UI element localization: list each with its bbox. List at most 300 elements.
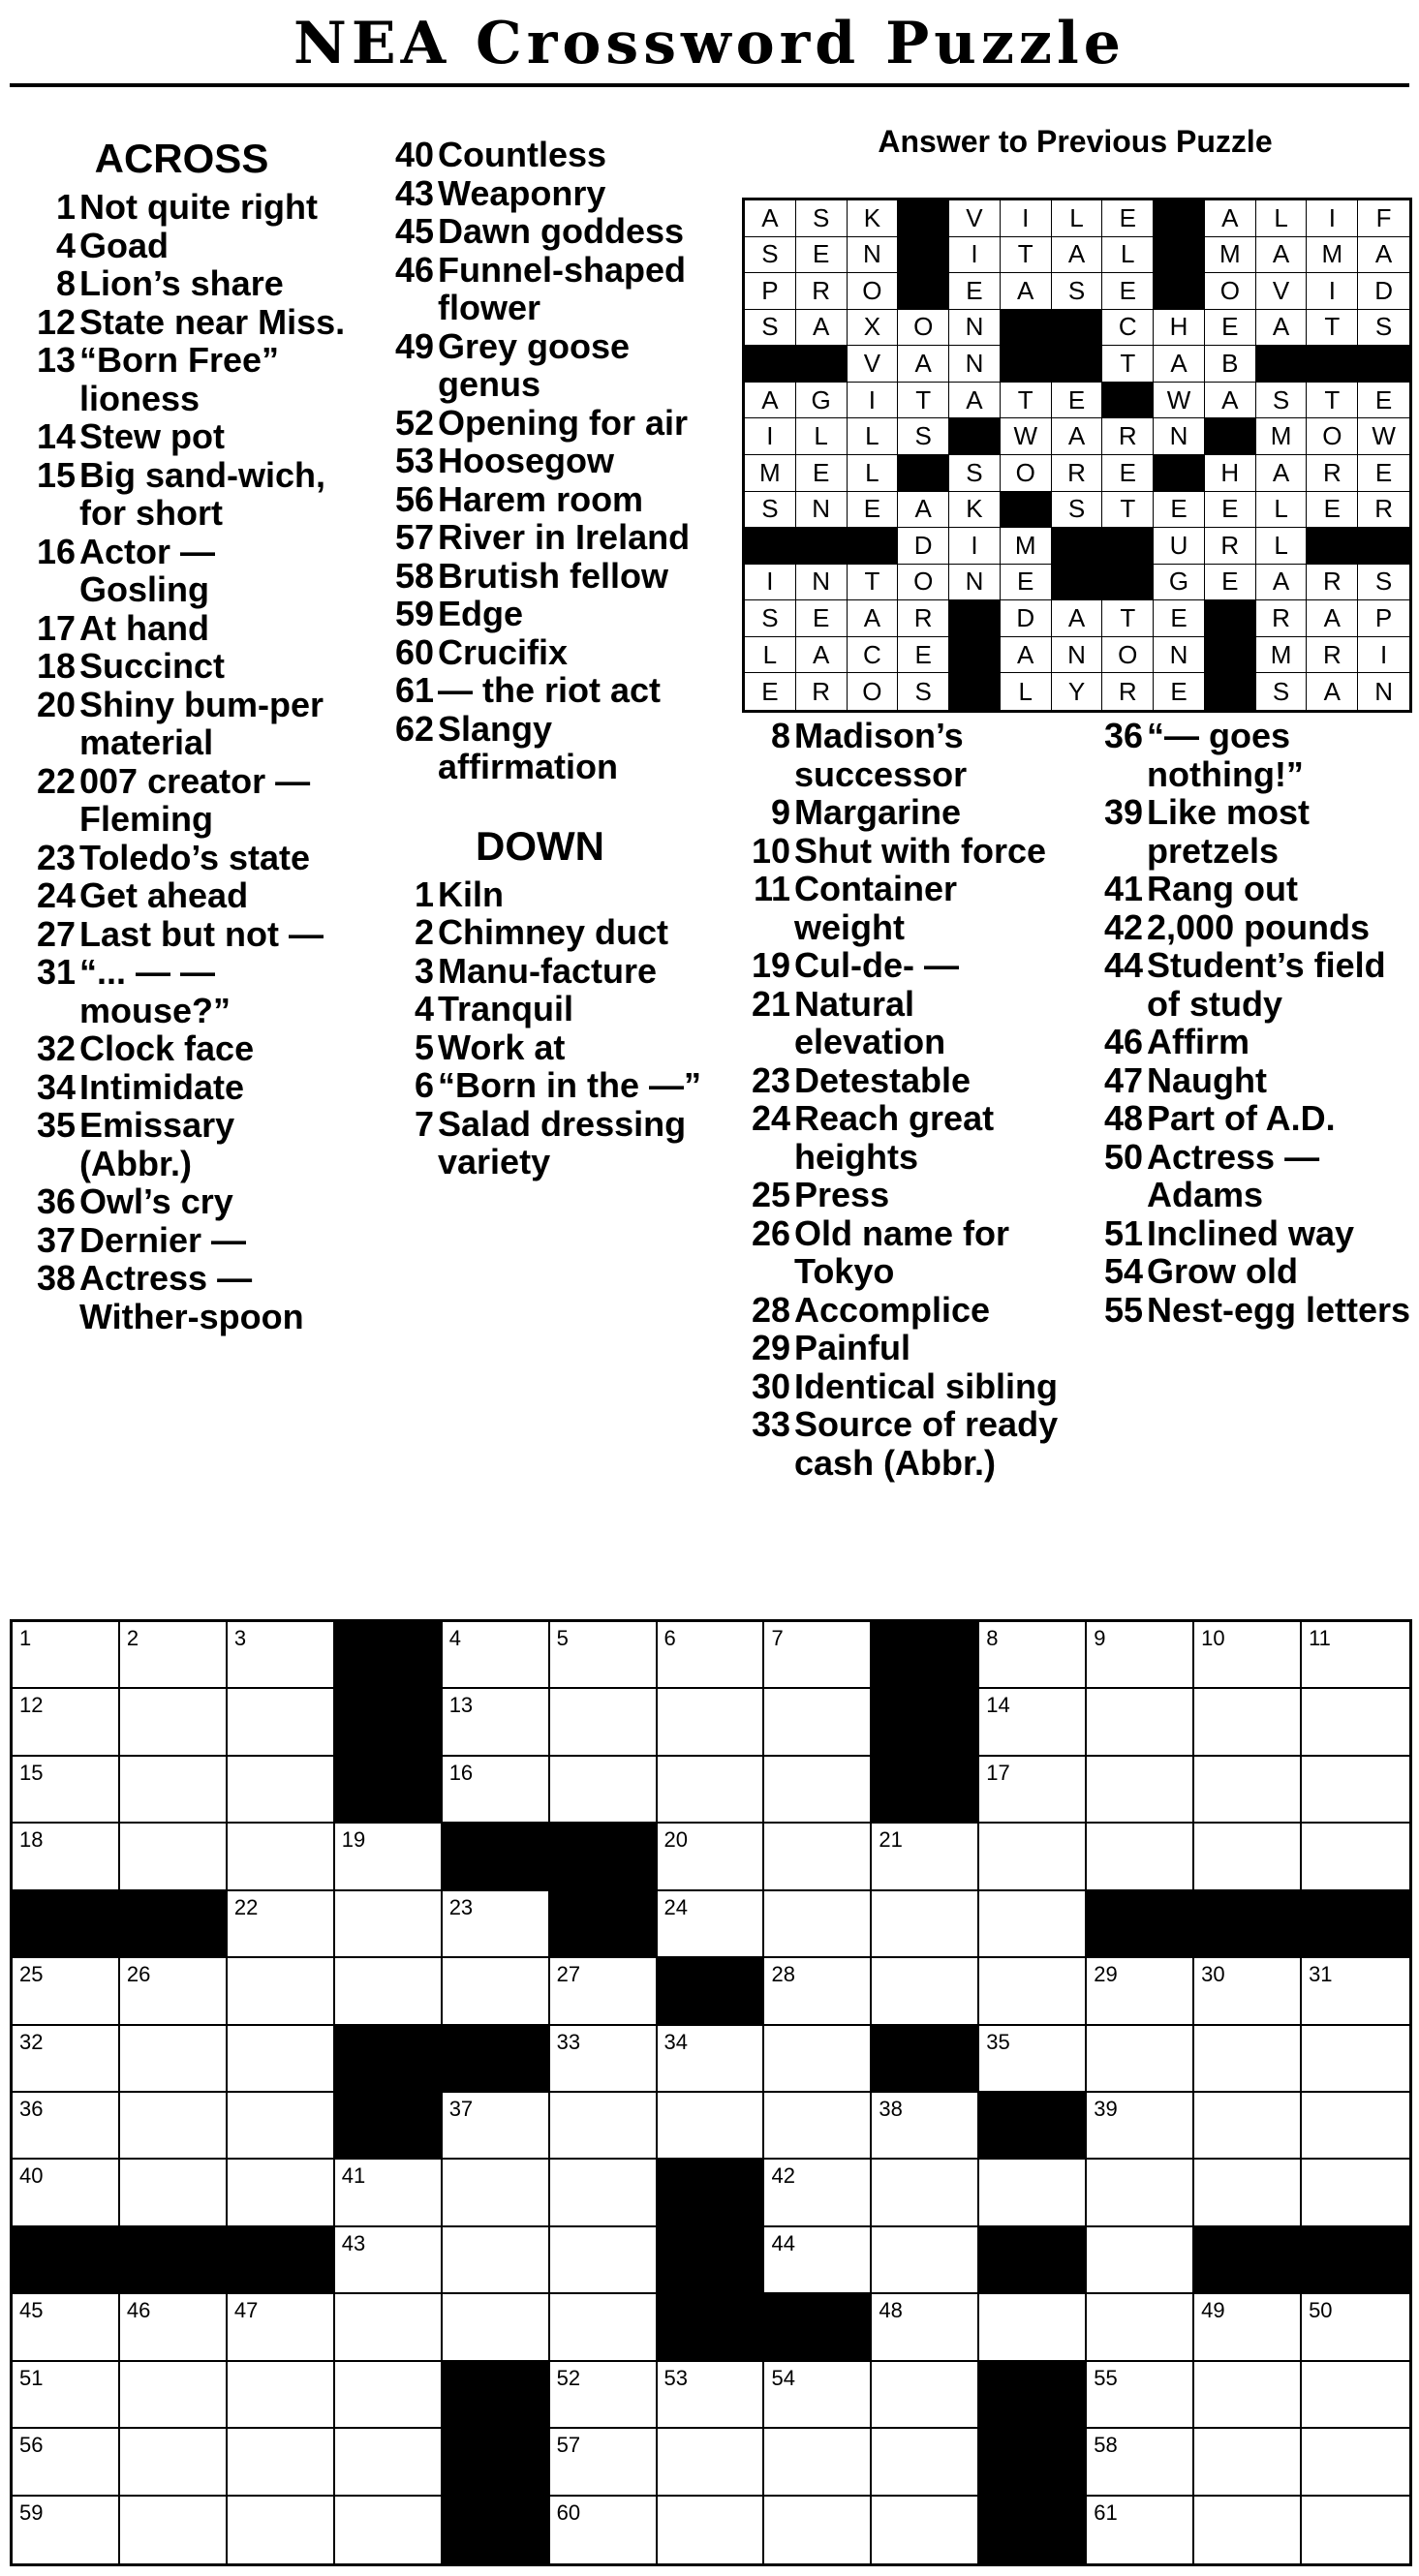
clue-item bbox=[1077, 717, 1411, 793]
clue-number: 14 bbox=[36, 416, 76, 456]
grid-cell[interactable] bbox=[979, 1891, 1087, 1958]
clue-number: 17 bbox=[36, 607, 76, 648]
answer-cell: V bbox=[949, 200, 1001, 237]
grid-cell[interactable] bbox=[335, 1824, 443, 1890]
grid-cell[interactable] bbox=[120, 1824, 228, 1890]
grid-cell[interactable] bbox=[1087, 1689, 1194, 1756]
answer-black-cell bbox=[1001, 310, 1052, 347]
grid-cell[interactable] bbox=[443, 1757, 550, 1824]
answer-cell: T bbox=[898, 383, 949, 419]
answer-black-cell bbox=[1358, 528, 1409, 565]
clue-text: Salad dressing variety bbox=[438, 1103, 687, 1181]
grid-cell[interactable] bbox=[1302, 1958, 1409, 2025]
grid-cell[interactable] bbox=[550, 1622, 658, 1689]
answer-black-cell bbox=[848, 528, 899, 565]
answer-cell: O bbox=[1307, 418, 1358, 455]
grid-cell[interactable] bbox=[764, 2362, 872, 2429]
clue-item bbox=[368, 174, 712, 213]
answer-cell: S bbox=[1256, 673, 1308, 710]
grid-cell[interactable] bbox=[1194, 2497, 1302, 2563]
grid-black-cell bbox=[550, 1824, 658, 1890]
grid-cell[interactable] bbox=[550, 1689, 658, 1756]
grid-cell[interactable] bbox=[228, 1824, 335, 1890]
grid-cell[interactable] bbox=[443, 2294, 550, 2361]
grid-cell[interactable] bbox=[658, 1689, 765, 1756]
answer-cell: T bbox=[1307, 383, 1358, 419]
answer-cell: I bbox=[949, 528, 1001, 565]
answer-cell: P bbox=[745, 273, 796, 310]
clue-text: “— goes nothing!” bbox=[1147, 716, 1304, 794]
grid-cell[interactable] bbox=[120, 2026, 228, 2093]
clue-number: 58 bbox=[394, 555, 434, 596]
grid-black-cell bbox=[979, 2227, 1087, 2294]
answer-cell: W bbox=[1001, 418, 1052, 455]
clue-item bbox=[1077, 1099, 1411, 1138]
answer-cell: A bbox=[1307, 673, 1358, 710]
grid-cell[interactable] bbox=[1302, 2093, 1409, 2160]
clue-number: 6 bbox=[414, 1065, 434, 1105]
grid-cell[interactable] bbox=[13, 1958, 120, 2025]
grid-cell[interactable] bbox=[872, 2227, 979, 2294]
grid-cell[interactable] bbox=[228, 2093, 335, 2160]
cell-number: 34 bbox=[663, 2029, 689, 2054]
grid-cell[interactable] bbox=[979, 2160, 1087, 2226]
grid-cell[interactable] bbox=[228, 2497, 335, 2563]
clue-number: 33 bbox=[751, 1404, 790, 1444]
grid-cell[interactable] bbox=[228, 1891, 335, 1958]
answer-cell: N bbox=[1154, 418, 1205, 455]
cell-number: 55 bbox=[1094, 2365, 1118, 2390]
clue-number: 28 bbox=[751, 1289, 790, 1330]
clue-item bbox=[10, 953, 354, 1029]
answer-black-cell bbox=[1052, 310, 1103, 347]
grid-cell[interactable] bbox=[120, 2160, 228, 2226]
clue-number: 24 bbox=[36, 875, 76, 915]
grid-cell[interactable] bbox=[1302, 1757, 1409, 1824]
grid-cell[interactable] bbox=[335, 2294, 443, 2361]
answer-black-cell bbox=[898, 200, 949, 237]
clue-text: Owl’s cry bbox=[79, 1181, 233, 1221]
clue-item bbox=[368, 518, 712, 557]
clue-item bbox=[368, 990, 712, 1028]
grid-black-cell bbox=[335, 1622, 443, 1689]
grid-cell[interactable] bbox=[1302, 2362, 1409, 2429]
cell-number: 48 bbox=[879, 2298, 903, 2323]
clue-column-4 bbox=[1077, 717, 1411, 1329]
cell-number: 42 bbox=[771, 2163, 795, 2189]
clue-item bbox=[725, 1214, 1075, 1291]
answer-cell: A bbox=[745, 200, 796, 237]
cell-number: 27 bbox=[556, 1962, 581, 1987]
answer-cell: N bbox=[949, 346, 1001, 383]
grid-cell[interactable] bbox=[228, 2294, 335, 2361]
clue-item bbox=[368, 327, 712, 404]
clue-number: 62 bbox=[394, 708, 434, 749]
answer-cell: A bbox=[1256, 455, 1308, 492]
grid-cell[interactable] bbox=[1302, 2026, 1409, 2093]
grid-cell[interactable] bbox=[550, 2026, 658, 2093]
grid-cell[interactable] bbox=[872, 2160, 979, 2226]
grid-cell[interactable] bbox=[335, 1891, 443, 1958]
grid-cell[interactable] bbox=[120, 1757, 228, 1824]
answer-cell: E bbox=[796, 455, 848, 492]
clue-number: 5 bbox=[414, 1027, 434, 1067]
clue-number: 36 bbox=[1103, 716, 1143, 755]
cell-number: 57 bbox=[556, 2433, 581, 2458]
answer-cell: S bbox=[796, 200, 848, 237]
clue-text: Stew pot bbox=[79, 416, 225, 456]
clue-text: Painful bbox=[794, 1328, 911, 1367]
grid-cell[interactable] bbox=[764, 1689, 872, 1756]
answer-cell: S bbox=[1052, 492, 1103, 529]
clue-item bbox=[10, 762, 354, 839]
clue-text: Weaponry bbox=[438, 172, 606, 213]
grid-cell[interactable] bbox=[120, 2362, 228, 2429]
clue-item bbox=[725, 1367, 1075, 1406]
answer-black-cell bbox=[898, 455, 949, 492]
grid-cell[interactable] bbox=[764, 1622, 872, 1689]
grid-cell[interactable] bbox=[1087, 1622, 1194, 1689]
clue-number: 12 bbox=[36, 301, 76, 342]
answer-cell: S bbox=[1358, 310, 1409, 347]
grid-cell[interactable] bbox=[120, 2497, 228, 2563]
clue-item bbox=[1077, 1138, 1411, 1214]
answer-cell: S bbox=[1358, 565, 1409, 601]
grid-cell[interactable] bbox=[120, 1958, 228, 2025]
grid-cell[interactable] bbox=[1194, 1757, 1302, 1824]
grid-cell[interactable] bbox=[1194, 2160, 1302, 2226]
grid-cell[interactable] bbox=[335, 1958, 443, 2025]
grid-cell[interactable] bbox=[658, 1891, 765, 1958]
grid-cell[interactable] bbox=[658, 2429, 765, 2496]
grid-cell[interactable] bbox=[550, 1757, 658, 1824]
grid-cell[interactable] bbox=[13, 2160, 120, 2226]
grid-cell[interactable] bbox=[13, 2362, 120, 2429]
grid-cell[interactable] bbox=[120, 1622, 228, 1689]
grid-black-cell bbox=[764, 2294, 872, 2361]
grid-cell[interactable] bbox=[228, 2026, 335, 2093]
grid-cell[interactable] bbox=[1194, 2093, 1302, 2160]
grid-cell[interactable] bbox=[13, 2497, 120, 2563]
grid-cell[interactable] bbox=[658, 2497, 765, 2563]
clue-number: 22 bbox=[36, 760, 76, 801]
clue-item bbox=[368, 557, 712, 596]
answer-cell: O bbox=[898, 310, 949, 347]
cell-number: 6 bbox=[663, 1626, 676, 1650]
cell-number: 51 bbox=[19, 2365, 44, 2390]
answer-title: Answer to Previous Puzzle bbox=[878, 124, 1273, 159]
grid-cell[interactable] bbox=[228, 1958, 335, 2025]
clue-item bbox=[725, 1176, 1075, 1214]
grid-cell[interactable] bbox=[550, 2294, 658, 2361]
grid-cell[interactable] bbox=[120, 2429, 228, 2496]
grid-cell[interactable] bbox=[658, 2026, 765, 2093]
clue-item bbox=[368, 913, 712, 952]
grid-cell[interactable] bbox=[335, 2429, 443, 2496]
clue-number: 10 bbox=[751, 830, 790, 871]
grid-cell[interactable] bbox=[872, 1891, 979, 1958]
cell-number: 47 bbox=[233, 2298, 259, 2323]
clue-number: 4 bbox=[55, 225, 76, 265]
grid-cell[interactable] bbox=[764, 2429, 872, 2496]
answer-cell: R bbox=[1307, 455, 1358, 492]
grid-cell[interactable] bbox=[13, 2294, 120, 2361]
grid-black-cell bbox=[335, 2026, 443, 2093]
grid-cell[interactable] bbox=[979, 2294, 1087, 2361]
grid-cell[interactable] bbox=[1302, 2429, 1409, 2496]
clue-item bbox=[725, 832, 1075, 871]
clue-text: “Born Free” lioness bbox=[79, 340, 280, 418]
clue-text: Succinct bbox=[79, 646, 226, 686]
clue-number: 49 bbox=[394, 325, 434, 366]
clue-number: 24 bbox=[751, 1098, 790, 1138]
grid-cell[interactable] bbox=[872, 2429, 979, 2496]
grid-cell[interactable] bbox=[979, 2026, 1087, 2093]
grid-cell[interactable] bbox=[13, 2093, 120, 2160]
clue-item bbox=[1077, 870, 1411, 908]
grid-black-cell bbox=[872, 1757, 979, 1824]
grid-cell[interactable] bbox=[1087, 2026, 1194, 2093]
grid-cell[interactable] bbox=[120, 1689, 228, 1756]
clue-text: Accomplice bbox=[794, 1289, 991, 1330]
grid-cell[interactable] bbox=[550, 1958, 658, 2025]
clue-text: Get ahead bbox=[79, 875, 249, 915]
grid-cell[interactable] bbox=[658, 1824, 765, 1890]
grid-cell[interactable] bbox=[228, 2160, 335, 2226]
grid-cell[interactable] bbox=[1302, 1622, 1409, 1689]
grid-black-cell bbox=[658, 2294, 765, 2361]
cell-number: 35 bbox=[986, 2029, 1010, 2054]
grid-black-cell bbox=[443, 2497, 550, 2563]
grid-cell[interactable] bbox=[872, 2362, 979, 2429]
grid-cell[interactable] bbox=[1087, 2294, 1194, 2361]
cell-number: 22 bbox=[233, 1894, 259, 1919]
answer-cell: D bbox=[1001, 600, 1052, 637]
answer-cell: U bbox=[1154, 528, 1205, 565]
clue-number: 52 bbox=[394, 402, 434, 443]
grid-cell[interactable] bbox=[979, 1689, 1087, 1756]
answer-cell: D bbox=[898, 528, 949, 565]
crossword-grid bbox=[10, 1619, 1412, 2566]
clue-text: Lion’s share bbox=[79, 263, 284, 303]
grid-cell[interactable] bbox=[872, 1824, 979, 1890]
answer-cell: C bbox=[848, 637, 899, 674]
clue-text: Not quite right bbox=[79, 187, 318, 227]
clue-number: 18 bbox=[36, 646, 76, 686]
grid-cell[interactable] bbox=[1087, 2497, 1194, 2563]
clue-text: Old name for Tokyo bbox=[794, 1212, 1010, 1291]
down-list-2 bbox=[368, 875, 712, 1181]
grid-cell[interactable] bbox=[13, 1689, 120, 1756]
grid-cell[interactable] bbox=[1194, 1958, 1302, 2025]
grid-cell[interactable] bbox=[1087, 2362, 1194, 2429]
cell-number: 28 bbox=[771, 1962, 795, 1987]
grid-cell[interactable] bbox=[550, 2093, 658, 2160]
answer-black-cell bbox=[1052, 565, 1103, 601]
clue-text: Natural elevation bbox=[794, 983, 946, 1061]
clue-text: Funnel-shaped flower bbox=[438, 249, 687, 327]
clue-number: 2 bbox=[414, 912, 434, 952]
grid-cell[interactable] bbox=[335, 2362, 443, 2429]
grid-cell[interactable] bbox=[13, 2026, 120, 2093]
grid-cell[interactable] bbox=[764, 2227, 872, 2294]
answer-cell: S bbox=[898, 673, 949, 710]
grid-cell[interactable] bbox=[1302, 2160, 1409, 2226]
clue-text: Work at bbox=[438, 1027, 566, 1067]
answer-cell: M bbox=[1256, 637, 1308, 674]
grid-cell[interactable] bbox=[1194, 1689, 1302, 1756]
grid-cell[interactable] bbox=[1302, 2294, 1409, 2361]
grid-cell[interactable] bbox=[1087, 2227, 1194, 2294]
grid-cell[interactable] bbox=[13, 1622, 120, 1689]
grid-cell[interactable] bbox=[228, 2362, 335, 2429]
clue-number: 54 bbox=[1103, 1251, 1143, 1291]
clue-item bbox=[10, 1029, 354, 1068]
grid-cell[interactable] bbox=[1087, 2160, 1194, 2226]
clue-item bbox=[1077, 1214, 1411, 1253]
grid-cell[interactable] bbox=[120, 2294, 228, 2361]
grid-cell[interactable] bbox=[764, 1824, 872, 1890]
grid-cell[interactable] bbox=[658, 1757, 765, 1824]
cell-number: 15 bbox=[19, 1760, 44, 1785]
clue-item bbox=[10, 456, 354, 533]
clue-text: Shiny bum-per material bbox=[79, 684, 324, 762]
answer-cell: E bbox=[745, 673, 796, 710]
grid-black-cell bbox=[1302, 2227, 1409, 2294]
grid-cell[interactable] bbox=[764, 2026, 872, 2093]
grid-cell[interactable] bbox=[872, 2497, 979, 2563]
clue-item bbox=[725, 985, 1075, 1061]
answer-cell: G bbox=[796, 383, 848, 419]
clue-number: 16 bbox=[36, 531, 76, 571]
clue-item bbox=[10, 1106, 354, 1182]
grid-cell[interactable] bbox=[658, 1622, 765, 1689]
grid-cell[interactable] bbox=[443, 1689, 550, 1756]
cell-number: 12 bbox=[19, 1693, 44, 1718]
grid-cell[interactable] bbox=[1087, 1824, 1194, 1890]
grid-cell[interactable] bbox=[443, 1958, 550, 2025]
grid-cell[interactable] bbox=[764, 2093, 872, 2160]
answer-cell: E bbox=[796, 600, 848, 637]
grid-cell[interactable] bbox=[550, 2227, 658, 2294]
grid-cell[interactable] bbox=[443, 1891, 550, 1958]
grid-cell[interactable] bbox=[335, 2227, 443, 2294]
grid-cell[interactable] bbox=[764, 2497, 872, 2563]
grid-cell[interactable] bbox=[872, 2093, 979, 2160]
grid-cell[interactable] bbox=[443, 2093, 550, 2160]
answer-cell: T bbox=[1307, 310, 1358, 347]
grid-cell[interactable] bbox=[1194, 1824, 1302, 1890]
clue-item bbox=[368, 442, 712, 480]
grid-cell[interactable] bbox=[550, 2429, 658, 2496]
answer-cell: R bbox=[1102, 418, 1154, 455]
grid-cell[interactable] bbox=[228, 2429, 335, 2496]
grid-cell[interactable] bbox=[979, 1958, 1087, 2025]
answer-cell: V bbox=[1256, 273, 1308, 310]
clue-text: Shut with force bbox=[794, 830, 1046, 871]
grid-cell[interactable] bbox=[979, 1824, 1087, 1890]
clue-text: Grey goose genus bbox=[438, 325, 631, 404]
answer-cell: R bbox=[898, 600, 949, 637]
grid-cell[interactable] bbox=[1302, 1824, 1409, 1890]
clue-number: 35 bbox=[36, 1105, 76, 1145]
grid-cell[interactable] bbox=[335, 2497, 443, 2563]
grid-black-cell bbox=[1194, 2227, 1302, 2294]
clue-text: Last but not — bbox=[79, 913, 324, 954]
answer-black-cell bbox=[949, 673, 1001, 710]
grid-cell[interactable] bbox=[872, 2294, 979, 2361]
grid-cell[interactable] bbox=[658, 2362, 765, 2429]
clue-number: 9 bbox=[770, 792, 790, 832]
answer-cell: N bbox=[796, 492, 848, 529]
previous-answer-grid bbox=[742, 198, 1412, 713]
grid-cell[interactable] bbox=[764, 2160, 872, 2226]
grid-cell[interactable] bbox=[13, 2429, 120, 2496]
grid-cell[interactable] bbox=[1087, 2429, 1194, 2496]
answer-cell: R bbox=[1052, 455, 1103, 492]
grid-cell[interactable] bbox=[550, 2362, 658, 2429]
clue-number: 19 bbox=[751, 945, 790, 985]
grid-cell[interactable] bbox=[872, 1958, 979, 2025]
grid-cell[interactable] bbox=[228, 1689, 335, 1756]
grid-cell[interactable] bbox=[764, 1891, 872, 1958]
grid-cell[interactable] bbox=[764, 1757, 872, 1824]
grid-black-cell bbox=[979, 2429, 1087, 2496]
grid-cell[interactable] bbox=[443, 2227, 550, 2294]
grid-cell[interactable] bbox=[1087, 1757, 1194, 1824]
clue-item bbox=[10, 876, 354, 915]
grid-cell[interactable] bbox=[443, 2160, 550, 2226]
clue-item bbox=[725, 1061, 1075, 1100]
grid-cell[interactable] bbox=[1302, 1689, 1409, 1756]
grid-cell[interactable] bbox=[1087, 2093, 1194, 2160]
grid-cell[interactable] bbox=[120, 2093, 228, 2160]
answer-cell: E bbox=[898, 637, 949, 674]
grid-cell[interactable] bbox=[979, 1622, 1087, 1689]
grid-cell[interactable] bbox=[335, 2160, 443, 2226]
grid-cell[interactable] bbox=[550, 2160, 658, 2226]
grid-cell[interactable] bbox=[13, 1824, 120, 1890]
grid-cell[interactable] bbox=[443, 1622, 550, 1689]
answer-cell: K bbox=[949, 492, 1001, 529]
answer-cell: W bbox=[1154, 383, 1205, 419]
grid-cell[interactable] bbox=[764, 1958, 872, 2025]
grid-cell[interactable] bbox=[550, 2497, 658, 2563]
grid-cell[interactable] bbox=[1194, 2429, 1302, 2496]
grid-cell[interactable] bbox=[658, 2093, 765, 2160]
grid-cell[interactable] bbox=[1194, 2294, 1302, 2361]
answer-black-cell bbox=[1358, 346, 1409, 383]
grid-cell[interactable] bbox=[13, 1757, 120, 1824]
answer-black-cell bbox=[796, 528, 848, 565]
clue-text: — the riot act bbox=[438, 670, 662, 710]
clue-number: 44 bbox=[1103, 945, 1143, 985]
grid-cell[interactable] bbox=[228, 1757, 335, 1824]
cell-number: 59 bbox=[19, 2499, 44, 2525]
grid-cell[interactable] bbox=[979, 1757, 1087, 1824]
grid-cell[interactable] bbox=[1087, 1958, 1194, 2025]
answer-cell: I bbox=[1358, 637, 1409, 674]
answer-cell: E bbox=[1205, 310, 1256, 347]
grid-cell[interactable] bbox=[1194, 1622, 1302, 1689]
grid-cell[interactable] bbox=[1194, 2362, 1302, 2429]
grid-cell[interactable] bbox=[1194, 2026, 1302, 2093]
clue-number: 60 bbox=[394, 631, 434, 672]
clue-item bbox=[368, 251, 712, 327]
grid-cell[interactable] bbox=[228, 1622, 335, 1689]
grid-black-cell bbox=[872, 2026, 979, 2093]
grid-cell[interactable] bbox=[1302, 2497, 1409, 2563]
